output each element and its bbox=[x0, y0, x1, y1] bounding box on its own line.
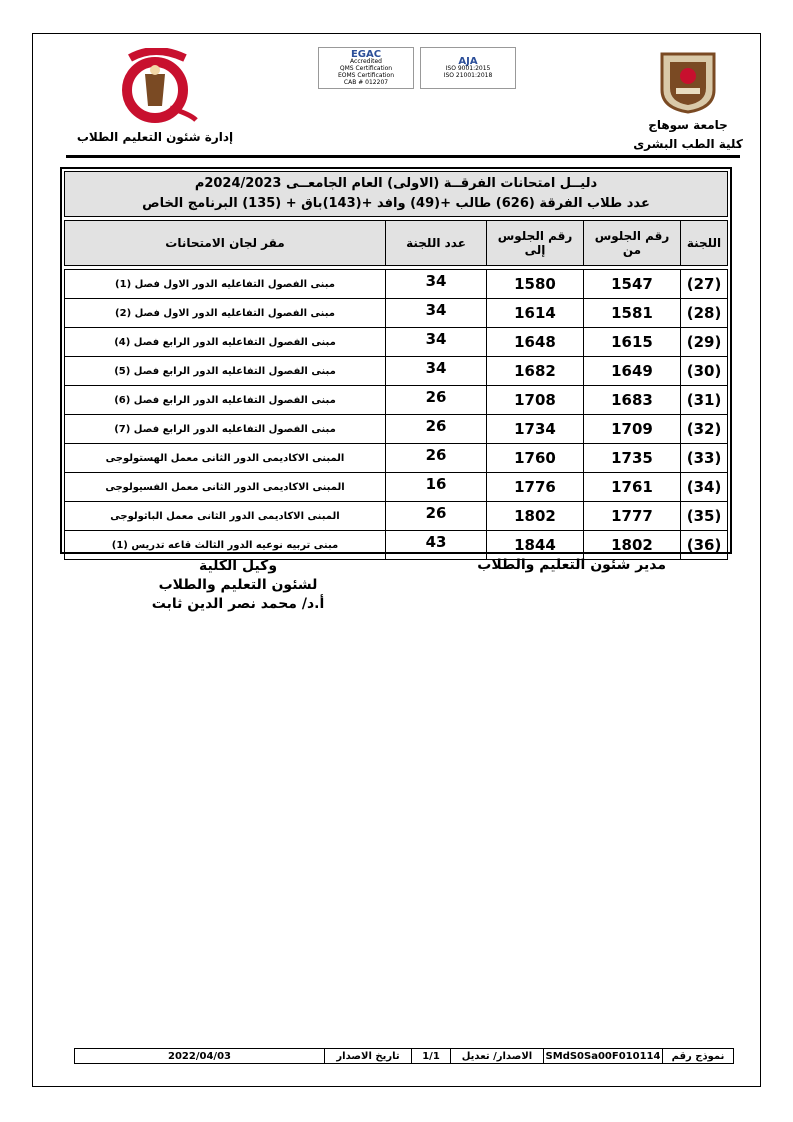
location-cell: مبنى الفصول التفاعليه الدور الرابع فصل (5) bbox=[65, 357, 386, 386]
header-seat-to bbox=[487, 221, 584, 266]
location-cell: المبنى الاكاديمى الدور الثانى معمل الفسيولوجى bbox=[65, 473, 386, 502]
seat-from-cell: 1615 bbox=[584, 328, 681, 357]
header-divider bbox=[66, 155, 740, 158]
aja-title: AJA bbox=[458, 55, 478, 67]
header-seat-to-b: إلى bbox=[524, 243, 546, 257]
egac-line-1: Accredited bbox=[350, 57, 382, 65]
seat-to-cell: 1802 bbox=[487, 502, 584, 531]
header-location: مقر لجان الامتحانات bbox=[65, 221, 386, 266]
seat-to-cell: 1614 bbox=[487, 299, 584, 328]
location-cell: مبنى الفصول التفاعليه الدور الرابع فصل (7) bbox=[65, 415, 386, 444]
seat-from-cell: 1735 bbox=[584, 444, 681, 473]
committee-cell: (27) bbox=[681, 270, 728, 299]
location-cell: مبنى الفصول التفاعليه الدور الاول فصل (1) bbox=[65, 270, 386, 299]
committee-cell: (33) bbox=[681, 444, 728, 473]
location-cell: مبنى الفصول التفاعليه الدور الرابع فصل (6) bbox=[65, 386, 386, 415]
location-cell: مبنى الفصول التفاعليه الدور الاول فصل (2) bbox=[65, 299, 386, 328]
table-row bbox=[65, 531, 728, 560]
edition-value: 1/1 bbox=[411, 1049, 450, 1063]
count-cell: 34 bbox=[386, 328, 487, 357]
seat-from-cell: 1802 bbox=[584, 531, 681, 560]
count-cell: 34 bbox=[386, 357, 487, 386]
seat-from-cell: 1649 bbox=[584, 357, 681, 386]
aja-line-2: ISO 21001:2018 bbox=[443, 71, 493, 79]
seat-to-cell: 1682 bbox=[487, 357, 584, 386]
seat-to-cell: 1648 bbox=[487, 328, 584, 357]
faculty-name: كلية الطب البشرى bbox=[633, 137, 743, 151]
vice-dean-name: أ.د/ محمد نصر الدين ثابت bbox=[151, 596, 325, 612]
header-committee: اللجنة bbox=[681, 221, 728, 266]
count-cell: 26 bbox=[386, 415, 487, 444]
table-row bbox=[65, 473, 728, 502]
committee-cell: (32) bbox=[681, 415, 728, 444]
committee-cell: (36) bbox=[681, 531, 728, 560]
seat-to-cell: 1760 bbox=[487, 444, 584, 473]
table-row bbox=[65, 357, 728, 386]
schedule-title bbox=[64, 171, 728, 217]
count-cell: 26 bbox=[386, 502, 487, 531]
table-row bbox=[65, 415, 728, 444]
university-name: جامعة سوهاج bbox=[648, 118, 728, 132]
egac-line-4: CAB # 012207 bbox=[343, 78, 389, 86]
count-cell: 16 bbox=[386, 473, 487, 502]
seat-to-cell: 1708 bbox=[487, 386, 584, 415]
aja-line-1: ISO 9001:2015 bbox=[445, 64, 491, 72]
title-line-2: عدد طلاب الفرقة (626) طالب +(49) وافد +(143)باق + (135) البرنامج الخاص bbox=[142, 196, 650, 211]
title-line-1: دليــل امتحانات الفرقــة (الاولى) العام الجامعــى 2024/2023م bbox=[194, 176, 598, 191]
location-cell: مبنى الفصول التفاعليه الدور الرابع فصل (4) bbox=[65, 328, 386, 357]
committee-cell: (35) bbox=[681, 502, 728, 531]
university-header bbox=[633, 50, 743, 152]
table-row bbox=[65, 270, 728, 299]
date-label: تاريخ الاصدار bbox=[324, 1049, 411, 1063]
university-logo bbox=[658, 50, 718, 114]
seat-from-cell: 1683 bbox=[584, 386, 681, 415]
header-count: عدد اللجنة bbox=[386, 221, 487, 266]
committee-cell: (34) bbox=[681, 473, 728, 502]
header-seat-from-b: من bbox=[622, 243, 642, 257]
faculty-header bbox=[70, 48, 240, 144]
signature-director: مدير شئون التعليم والطلاب bbox=[477, 557, 666, 573]
date-value: 2022/04/03 bbox=[168, 1050, 231, 1062]
location-cell: المبنى الاكاديمى الدور الثانى معمل الباثولوجى bbox=[65, 502, 386, 531]
location-cell: مبنى تربيه نوعيه الدور الثالث قاعه تدريس (1) bbox=[65, 531, 386, 560]
seat-to-cell: 1734 bbox=[487, 415, 584, 444]
egac-line-2: QMS Certification bbox=[339, 64, 393, 72]
location-cell: المبنى الاكاديمى الدور الثانى معمل الهستولوجى bbox=[65, 444, 386, 473]
signature-vice-dean bbox=[138, 557, 338, 614]
seat-from-cell: 1777 bbox=[584, 502, 681, 531]
seat-from-cell: 1761 bbox=[584, 473, 681, 502]
committee-cell: (31) bbox=[681, 386, 728, 415]
header-seat-to-a: رقم الجلوس bbox=[497, 229, 573, 243]
department-name: إدارة شئون التعليم الطلاب bbox=[76, 130, 234, 144]
count-cell: 26 bbox=[386, 444, 487, 473]
egac-line-3: EOMS Certification bbox=[337, 71, 395, 79]
form-label: نموذج رقم bbox=[662, 1049, 733, 1063]
header-seat-from bbox=[584, 221, 681, 266]
faculty-logo bbox=[100, 48, 210, 124]
header-seat-from-a: رقم الجلوس bbox=[594, 229, 670, 243]
table-row bbox=[65, 299, 728, 328]
seat-from-cell: 1581 bbox=[584, 299, 681, 328]
aja-badge bbox=[420, 47, 516, 89]
count-cell: 26 bbox=[386, 386, 487, 415]
committee-cell: (29) bbox=[681, 328, 728, 357]
count-cell: 34 bbox=[386, 299, 487, 328]
seat-from-cell: 1709 bbox=[584, 415, 681, 444]
egac-title: EGAC bbox=[350, 48, 382, 60]
vice-dean-title: وكيل الكلية bbox=[198, 558, 278, 574]
committee-cell: (28) bbox=[681, 299, 728, 328]
count-cell: 34 bbox=[386, 270, 487, 299]
table-row bbox=[65, 386, 728, 415]
committees-table bbox=[64, 220, 728, 560]
vice-dean-office: لشئون التعليم والطلاب bbox=[158, 577, 318, 593]
exam-schedule bbox=[60, 167, 732, 554]
table-row bbox=[65, 444, 728, 473]
table-header-row bbox=[65, 221, 728, 266]
seat-to-cell: 1844 bbox=[487, 531, 584, 560]
seat-from-cell: 1547 bbox=[584, 270, 681, 299]
table-row bbox=[65, 328, 728, 357]
document-footer bbox=[74, 1048, 734, 1064]
seat-to-cell: 1776 bbox=[487, 473, 584, 502]
certification-badges bbox=[318, 47, 516, 89]
seat-to-cell: 1580 bbox=[487, 270, 584, 299]
table-row bbox=[65, 502, 728, 531]
egac-badge bbox=[318, 47, 414, 89]
edition-label: الاصدار/ تعديل bbox=[450, 1049, 543, 1063]
form-value: SMdS0Sa00F010114 bbox=[543, 1049, 662, 1063]
count-cell: 43 bbox=[386, 531, 487, 560]
committee-cell: (30) bbox=[681, 357, 728, 386]
